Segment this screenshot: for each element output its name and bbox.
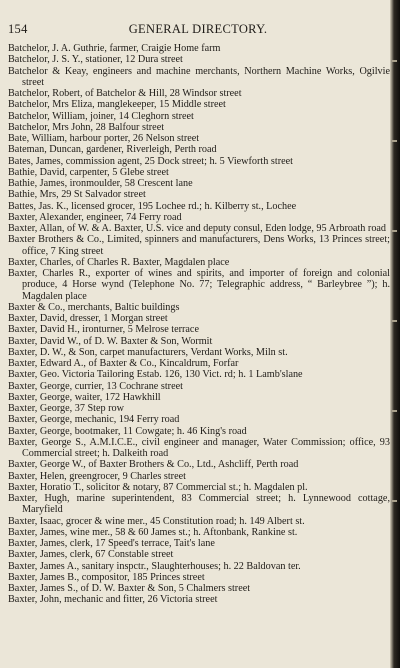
directory-entry: Baxter, George, waiter, 172 Hawkhill (8, 391, 161, 403)
directory-entry: Baxter, David, dresser, 1 Morgan street (8, 313, 168, 324)
page-header (8, 22, 388, 36)
directory-entry: Baxter, Helen, greengrocer, 9 Charles street (8, 470, 186, 482)
directory-entry: Baxter, John, mechanic and fitter, 26 Victoria street (8, 594, 218, 606)
directory-entry: Batchelor, J. A. Guthrie, farmer, Craigie Home farm (8, 43, 221, 54)
directory-entry: Baxter, Edward A., of Baxter & Co., Kincaldrum, Forfar (8, 358, 239, 369)
directory-entry: Baxter, David W., of D. W. Baxter & Son, Wormit (8, 335, 213, 347)
directory-entry: Baxter, George, currier, 13 Cochrane street (8, 380, 183, 392)
directory-entry: Baxter, Charles R., exporter of wines and spirits, and importer of foreign and colonial produce, 4 Horse wynd (Telephone No. 77; Telegraphic address, “ Barleybree ”); h. Magdalen place (8, 268, 390, 302)
directory-entry: Baxter, James A., sanitary inspctr., Slaughterhouses; h. 22 Baldovan ter. (8, 560, 301, 572)
directory-entry: Baxter, D. W., & Son, carpet manufacturers, Verdant Works, Miln st. (8, 346, 288, 358)
directory-entry: Batchelor, Mrs John, 28 Balfour street (8, 121, 165, 133)
directory-entry: Baxter, Isaac, grocer & wine mer., 45 Constitution road; h. 149 Albert st. (8, 515, 305, 527)
directory-entry: Bateman, Duncan, gardener, Riverleigh, Perth road (8, 144, 217, 156)
directory-entry: Bate, William, harbour porter, 26 Nelson street (8, 133, 200, 144)
directory-entry: Baxter, George, bootmaker, 11 Cowgate; h. 46 King's road (8, 425, 247, 437)
directory-entry: Baxter, George, mechanic, 194 Ferry road (8, 414, 180, 426)
directory-entry: Baxter, Hugh, marine superintendent, 83 Commercial street; h. Lynnewood cottage, Maryfield (8, 493, 390, 516)
directory-entry: Battes, Jas. K., licensed grocer, 195 Lochee rd.; h. Kilberry st., Lochee (8, 200, 297, 212)
directory-entry: Bathie, James, ironmoulder, 58 Crescent lane (8, 178, 193, 189)
directory-entry: Bathie, David, carpenter, 5 Glebe street (8, 166, 169, 178)
directory-entry: Baxter, James, clerk, 67 Constable street (8, 549, 174, 561)
page-number: 154 (8, 22, 28, 36)
directory-entry: Baxter, David H., ironturner, 5 Melrose terrace (8, 324, 199, 336)
directory-entry: Batchelor & Keay, engineers and machine merchants, Northern Machine Works, Ogilvie street (8, 65, 390, 88)
directory-entry: Bathie, Mrs, 29 St Salvador street (8, 189, 146, 201)
directory-entry: Baxter, Geo. Victoria Tailoring Estab. 126, 130 Vict. rd; h. 1 Lamb'slane (8, 369, 303, 381)
book-gutter (390, 0, 400, 668)
directory-entry: Baxter, Alexander, engineer, 74 Ferry road (8, 211, 182, 223)
page-title: GENERAL DIRECTORY. (128, 22, 268, 36)
directory-entry: Baxter, Horatio T., solicitor & notary, 87 Commercial st.; h. Magdalen pl. (8, 481, 308, 493)
directory-entries (8, 43, 390, 606)
directory-entry: Baxter, George, 37 Step row (8, 403, 124, 414)
directory-entry: Batchelor, William, joiner, 14 Cleghorn street (8, 110, 194, 122)
directory-entry: Baxter, James B., compositor, 185 Princes street (8, 571, 205, 583)
directory-entry: Bates, James, commission agent, 25 Dock street; h. 5 Viewforth street (8, 155, 293, 167)
directory-entry: Baxter, Allan, of W. & A. Baxter, U.S. vice and deputy consul, Eden lodge, 95 Arbroath road (8, 223, 387, 234)
directory-entry: Batchelor, Robert, of Batchelor & Hill, 28 Windsor street (8, 88, 242, 99)
directory-entry: Baxter, George S., A.M.I.C.E., civil engineer and manager, Water Commission; office, 93 Commercial street; h. Dalkeith road (8, 436, 390, 459)
directory-entry: Baxter, James, clerk, 17 Speed's terrace, Tait's lane (8, 538, 215, 549)
directory-entry: Baxter Brothers & Co., Limited, spinners and manufacturers, Dens Works, 13 Princes street; office, 7 King street (8, 234, 390, 257)
directory-entry: Baxter, James, wine mer., 58 & 60 James st.; h. Aftonbank, Rankine st. (8, 526, 298, 538)
directory-entry: Baxter, James S., of D. W. Baxter & Son, 5 Chalmers street (8, 583, 251, 594)
directory-entry: Baxter & Co., merchants, Baltic buildings (8, 301, 180, 313)
directory-entry: Batchelor, Mrs Eliza, manglekeeper, 15 Middle street (8, 99, 226, 111)
directory-entry: Baxter, George W., of Baxter Brothers & Co., Ltd., Ashcliff, Perth road (8, 459, 299, 471)
directory-entry: Baxter, Charles, of Charles R. Baxter, Magdalen place (8, 256, 230, 268)
directory-entry: Batchelor, J. S. Y., stationer, 12 Dura street (8, 54, 183, 66)
